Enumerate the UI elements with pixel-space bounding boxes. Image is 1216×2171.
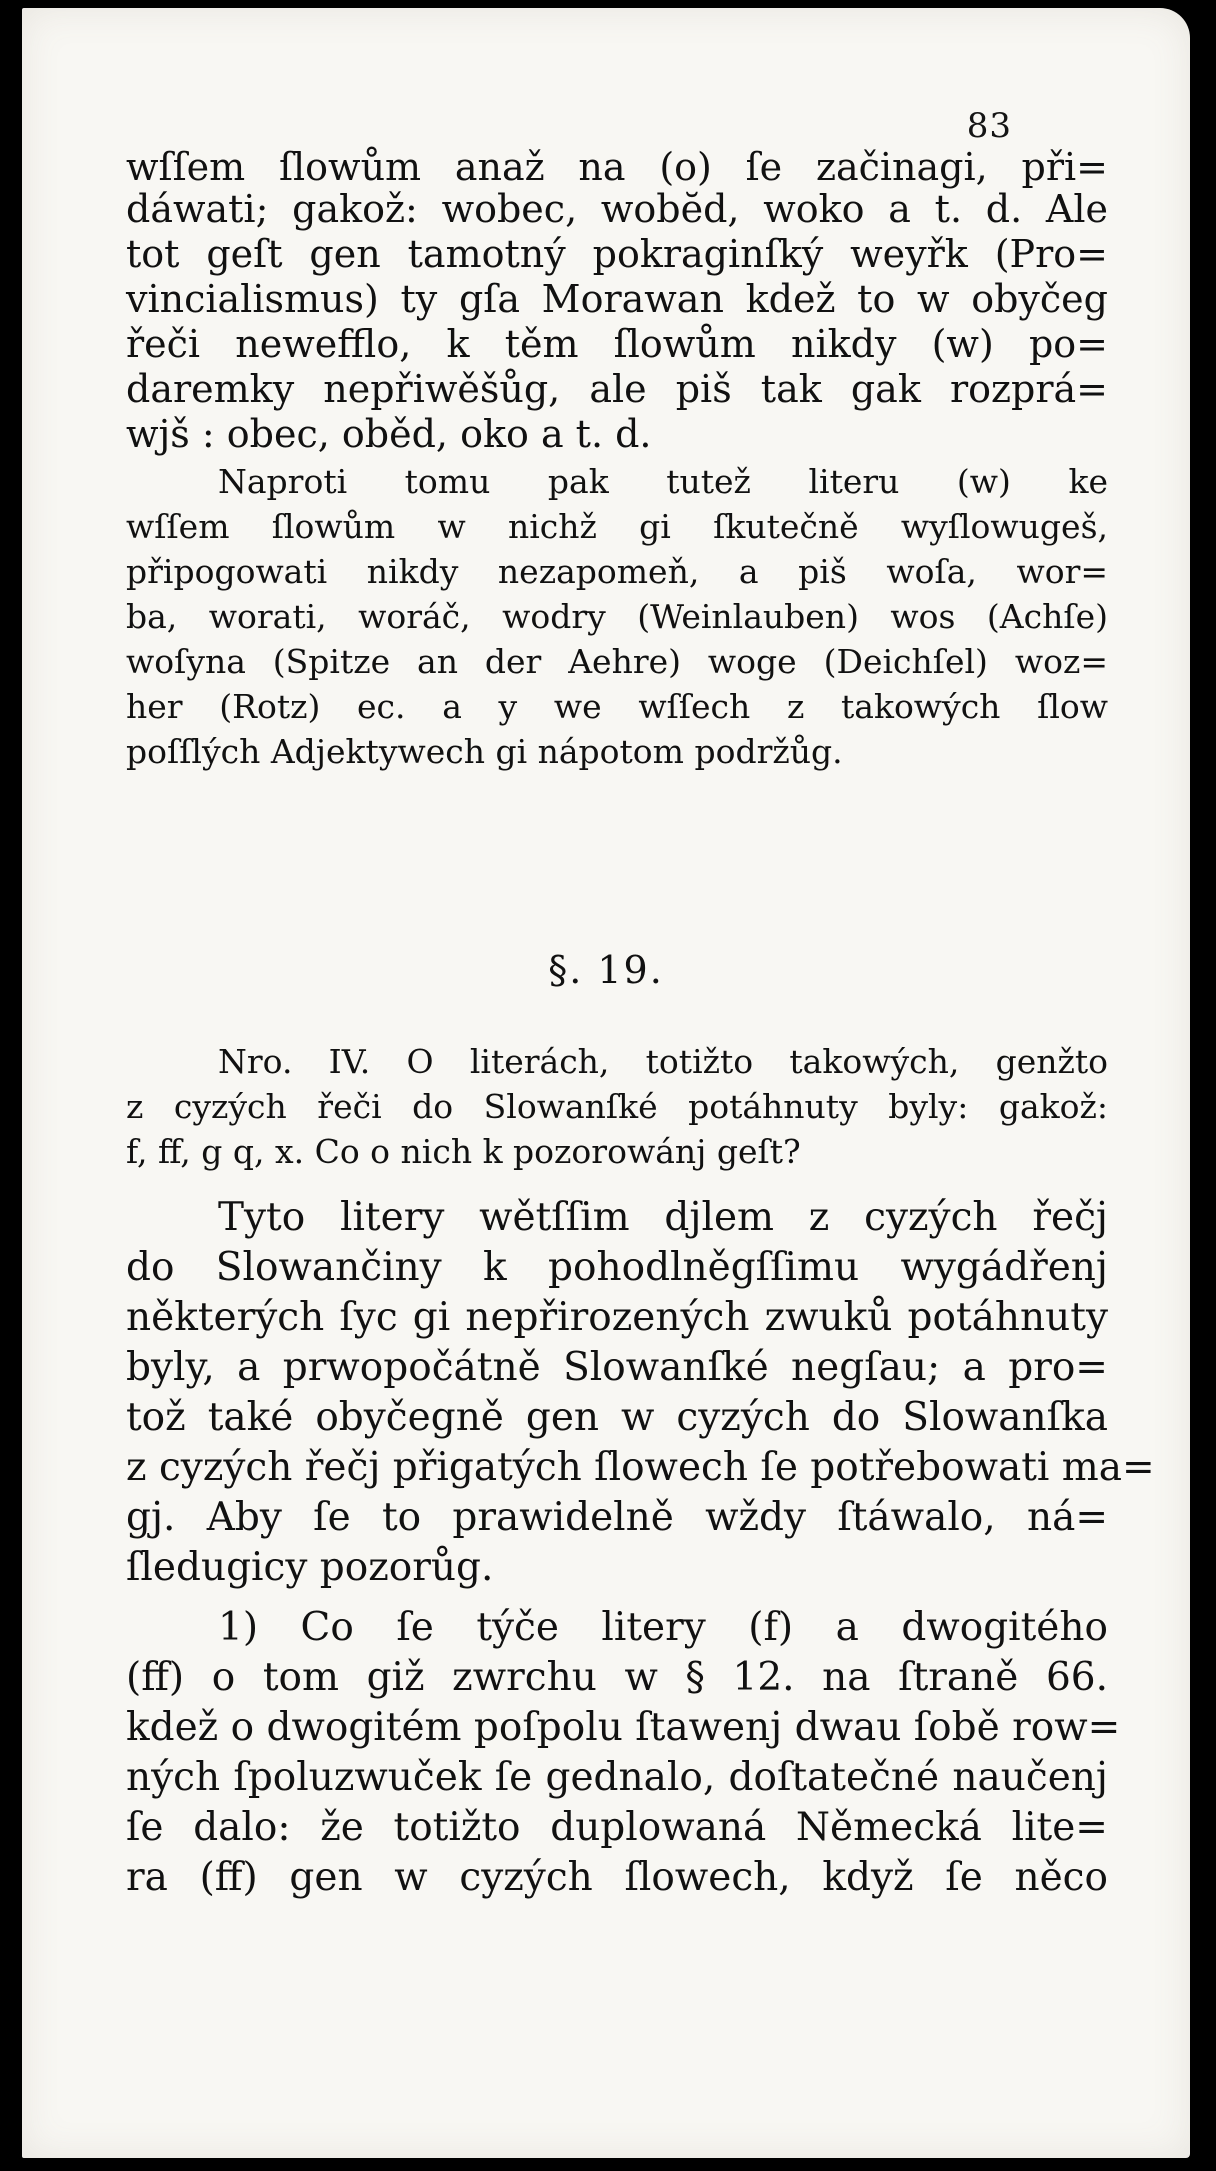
text-line: woſyna (Spitze an der Aehre) woge (Deichſel) woz= bbox=[126, 642, 1108, 681]
text-line: z cyzých řečj přigatých ſlowech ſe potřebowati ma= bbox=[126, 1445, 1155, 1490]
text-line: řeči newefflo, k těm ſlowům nikdy (w) po= bbox=[126, 322, 1108, 366]
text-line: gj. Aby ſe to prawidelně wždy ſtáwalo, ná= bbox=[126, 1495, 1108, 1540]
text-line: (ff) o tom giž zwrchu w § 12. na ſtraně 66. bbox=[126, 1655, 1108, 1700]
text-line: her (Rotz) ec. a y we wſſech z takowých ſlow bbox=[126, 687, 1108, 726]
text-line: některých ſyc gi nepřirozených zwuků potáhnuty bbox=[126, 1295, 1108, 1340]
text-line: wſſem ſlowům anaž na (o) ſe začinagi, při= bbox=[126, 145, 1108, 189]
text-line: byly, a prwopočátně Slowanſké negſau; a pro= bbox=[126, 1345, 1108, 1390]
text-line: tož také obyčegně gen w cyzých do Slowanſka bbox=[126, 1395, 1108, 1440]
text-line: tot geſt gen tamotný pokraginſký weyřk (Pro= bbox=[126, 232, 1108, 276]
text-line: dáwati; gakož: wobec, wobĕd, woko a t. d. Ale bbox=[126, 187, 1108, 231]
text-line: Nro. IV. O literách, totižto takowých, genžto bbox=[218, 1042, 1108, 1081]
text-line: Naproti tomu pak tutež literu (w) ke bbox=[218, 462, 1108, 501]
text-line: z cyzých řeči do Slowanſké potáhnuty byly: gakož: bbox=[126, 1087, 1108, 1126]
text-line: wſſem ſlowům w nichž gi ſkutečně wyſlowugeš, bbox=[126, 507, 1108, 546]
text-line: do Slowančiny k pohodlněgſſimu wygádřenj bbox=[126, 1245, 1108, 1290]
text-line: 1) Co ſe týče litery (f) a dwogitého bbox=[218, 1605, 1108, 1650]
book-page bbox=[22, 8, 1190, 2158]
text-line: ra (ff) gen w cyzých ſlowech, když ſe něco bbox=[126, 1855, 1108, 1900]
page-number: 83 bbox=[966, 106, 1012, 146]
text-line: kdež o dwogitém poſpolu ſtawenj dwau ſobě row= bbox=[126, 1705, 1121, 1750]
text-line: poſſlých Adjektywech gi nápotom podržůg. bbox=[126, 732, 843, 771]
text-line: připogowati nikdy nezapomeň, a piš woſa, wor= bbox=[126, 552, 1108, 591]
text-line: ných ſpoluzwuček ſe gednalo, doſtatečné naučenj bbox=[126, 1755, 1108, 1800]
text-line: Tyto litery wětſſim djlem z cyzých řečj bbox=[218, 1195, 1108, 1240]
text-line: f, ff, g q, x. Co o nich k pozorowánj geſt? bbox=[126, 1132, 801, 1171]
text-line: ba, worati, woráč, wodry (Weinlauben) wos (Achſe) bbox=[126, 597, 1108, 636]
text-line: vincialismus) ty gſa Morawan kdež to w obyčeg bbox=[126, 277, 1108, 321]
text-line: wjš : obec, oběd, oko a t. d. bbox=[126, 412, 652, 456]
text-line: daremky nepřiwěšůg, ale piš tak gak rozprá= bbox=[126, 367, 1108, 411]
section-heading: §. 19. bbox=[548, 948, 664, 992]
text-line: ſe dalo: že totižto duplowaná Německá lite= bbox=[126, 1805, 1108, 1850]
text-line: ſledugicy pozorůg. bbox=[126, 1545, 494, 1590]
